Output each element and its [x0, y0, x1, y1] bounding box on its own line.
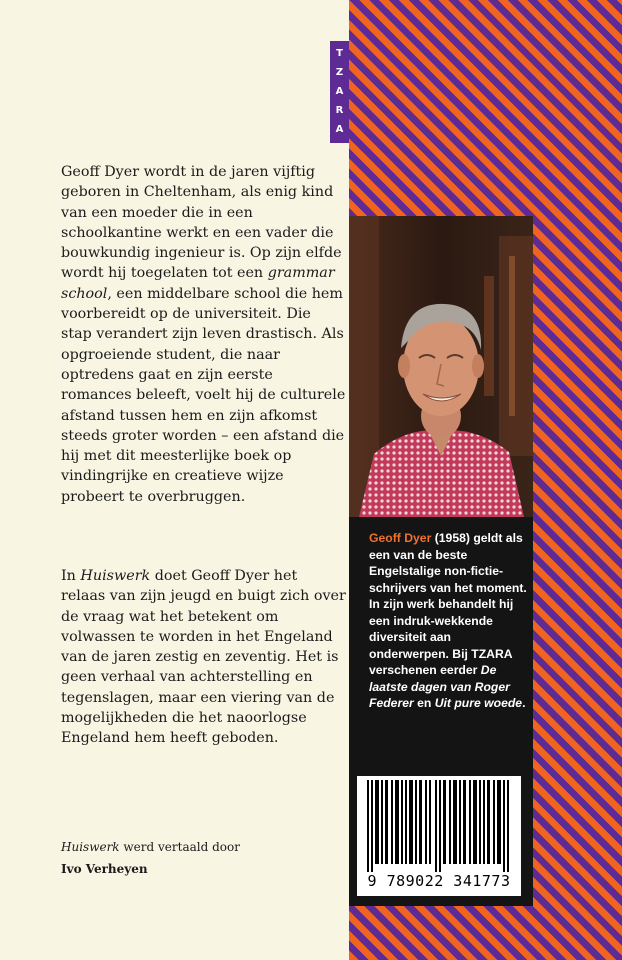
blurb-paragraph-2: In Huiswerk doet Geoff Dyer het relaas van zijn jeugd en buigt zich over de vraag wat het betekent om volwassen te worden in het Engeland van de jaren zestig en zeventig. Het is geen verhaal van achterstelling en tegenslagen, maar een viering van de mogelijkheden die het naoorlogse Engeland hem heeft geboden. [61, 568, 346, 747]
blurb-paragraph-1: Geoff Dyer wordt in de jaren vijftig geboren in Cheltenham, als enig kind van een moeder die in een schoolkantine werkt en een vader die bouwkundig ingenieur is. Op zijn elfde wordt hij toegelaten tot een grammar school, een middelbare school die hem voorbereidt op de universiteit. Die stap verandert zijn leven drastisch. Als opgroeiende student, die naar optredens gaat en zijn eerste romances beleeft, voelt hij de culturele afstand tussen hem en zijn afkomst steeds groter worden – een afstand die hij met dit meesterlijke boek op vindingrijke en creatieve wijze probeert te overbruggen. [61, 164, 346, 505]
author-bio: Geoff Dyer (1958) geldt als een van de beste Engelstalige non-fictie-schrijvers van het moment. In zijn werk behandelt hij een indruk-wekkende diversiteit aan onderwerpen. Bij TZARA verschenen eerder De laatste dagen van Roger Federer en Uit pure woede. [369, 531, 527, 710]
publisher-letter: Z [335, 67, 344, 79]
isbn-number: 9 789022 341773 [367, 872, 511, 890]
barcode-bars-icon [363, 780, 515, 872]
translation-credit: Huiswerk werd vertaald door Ivo Verheyen [61, 836, 240, 880]
publisher-letter: T [336, 48, 343, 60]
publisher-name: TZARA [471, 646, 513, 661]
publisher-logo-tab [330, 41, 349, 143]
book-title-2: Uit pure woede [434, 696, 523, 710]
book-title-italic: Huiswerk [80, 568, 151, 584]
author-name: Geoff Dyer [369, 531, 432, 545]
credit-book-title: Huiswerk [61, 840, 120, 854]
publisher-letter: R [335, 104, 344, 116]
publisher-letter: A [335, 123, 344, 135]
publisher-letter: A [335, 85, 344, 97]
emphasis-text: grammar school [61, 265, 335, 302]
barcode [357, 776, 521, 896]
author-portrait-icon [349, 216, 533, 517]
translator-name: Ivo Verheyen [61, 862, 148, 876]
book-title-1: De laatste dagen van Roger Federer [369, 663, 510, 710]
author-photo [349, 216, 533, 517]
